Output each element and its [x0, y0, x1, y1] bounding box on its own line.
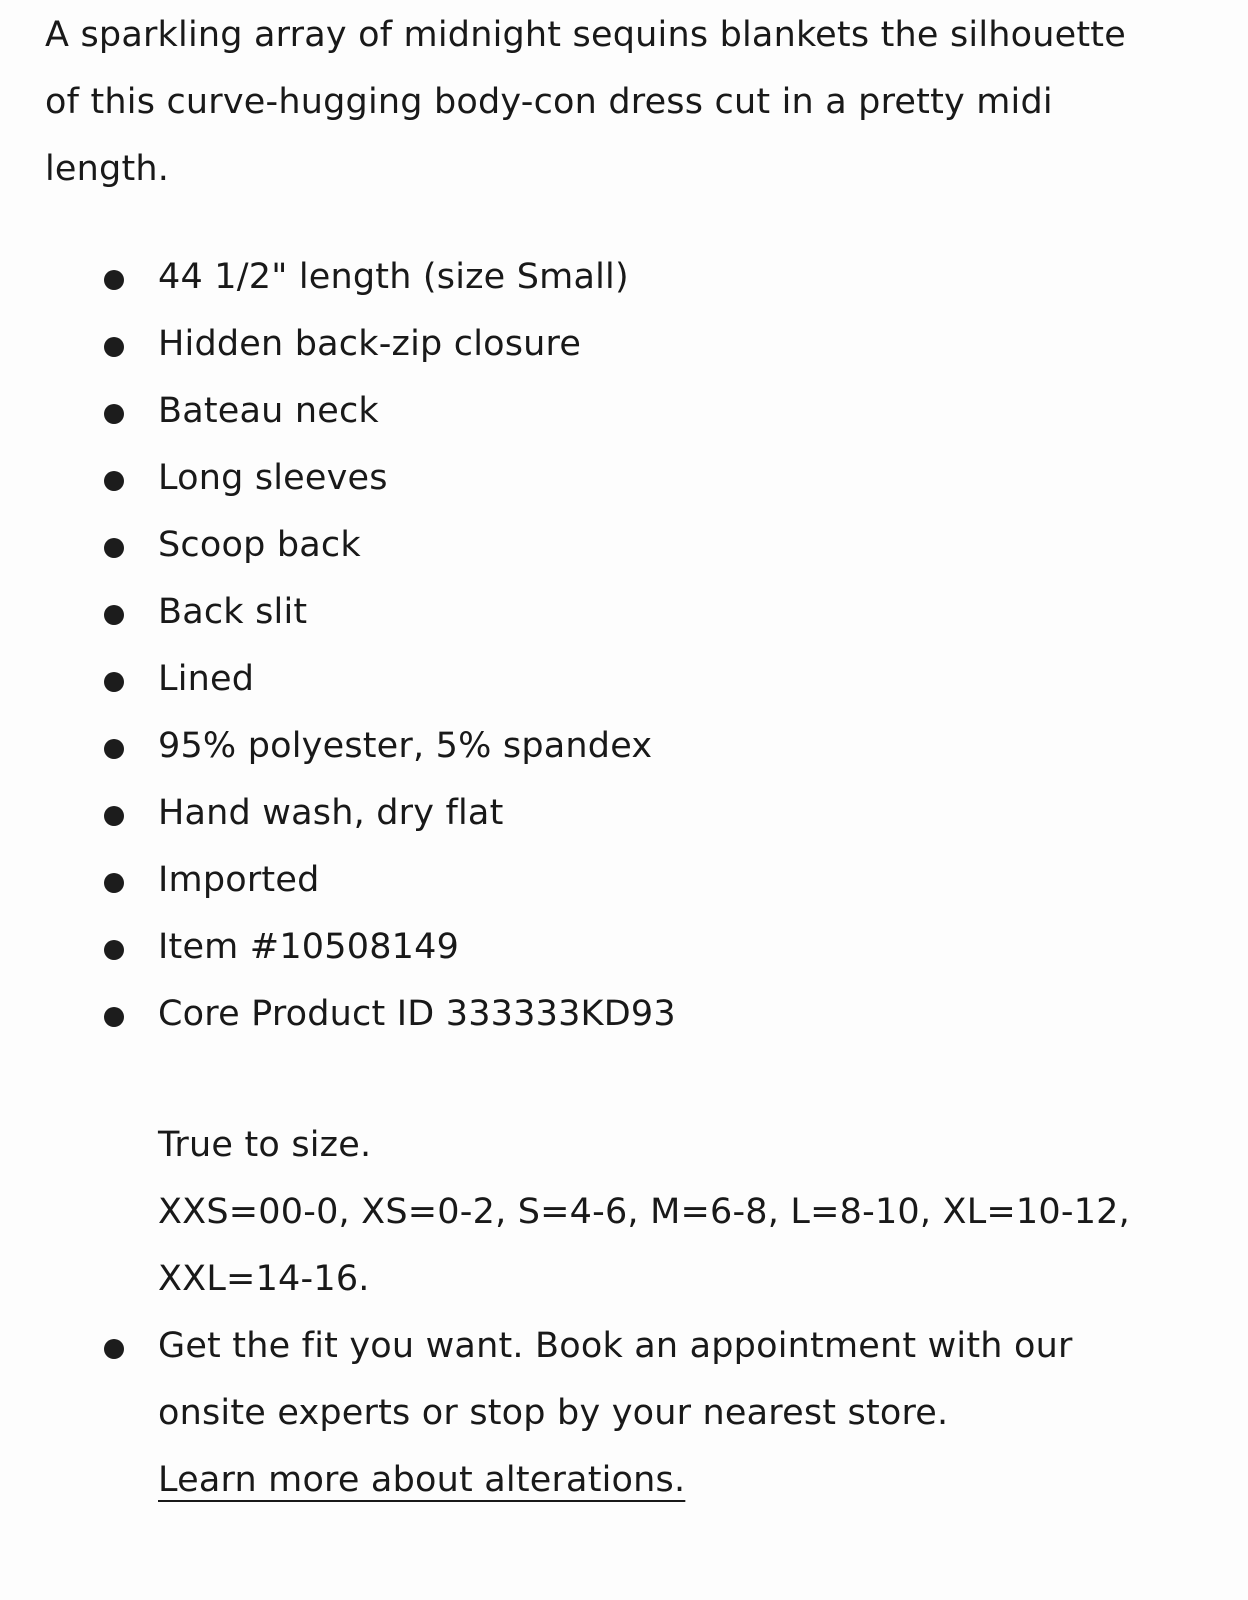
alterations-item — [0, 1313, 1248, 1533]
feature-text: Hidden back-zip closure — [158, 324, 582, 364]
bullet-icon — [104, 605, 124, 625]
list-item — [0, 981, 1248, 1048]
feature-text: Imported — [158, 860, 320, 900]
feature-text: Hand wash, dry flat — [158, 793, 504, 833]
list-item — [0, 713, 1248, 780]
list-item — [0, 378, 1248, 445]
alterations-link[interactable]: Learn more about alterations. — [158, 1460, 686, 1500]
feature-text: 95% polyester, 5% spandex — [158, 726, 653, 766]
list-item — [0, 646, 1248, 713]
item-number: Item #10508149 — [158, 927, 460, 967]
bullet-icon — [104, 739, 124, 759]
list-item — [0, 914, 1248, 981]
feature-text: Back slit — [158, 592, 308, 632]
core-product-id: Core Product ID 333333KD93 — [158, 994, 676, 1034]
true-to-size-text: True to size. — [158, 1125, 372, 1165]
bullet-icon — [104, 806, 124, 826]
list-item — [0, 847, 1248, 914]
list-item — [0, 780, 1248, 847]
list-item — [0, 311, 1248, 378]
list-item — [0, 579, 1248, 646]
list-item — [0, 512, 1248, 579]
bullet-icon — [104, 1007, 124, 1027]
list-item — [0, 445, 1248, 512]
bullet-icon — [104, 471, 124, 491]
feature-text: Bateau neck — [158, 391, 379, 431]
bullet-icon — [104, 873, 124, 893]
feature-text: Long sleeves — [158, 458, 388, 498]
feature-text: Scoop back — [158, 525, 361, 565]
product-description: A sparkling array of midnight sequins blankets the silhouette of this curve-hugging body-con dress cut in a pretty midi length. — [45, 15, 1126, 189]
bullet-icon — [104, 538, 124, 558]
feature-text: Lined — [158, 659, 255, 699]
bullet-icon — [104, 1339, 124, 1359]
alterations-text-block — [158, 1313, 1168, 1514]
bullet-icon — [104, 940, 124, 960]
bullet-icon — [104, 337, 124, 357]
feature-list — [0, 244, 1248, 1048]
list-item — [0, 244, 1248, 311]
feature-text: 44 1/2" length (size Small) — [158, 257, 629, 297]
alterations-text: Get the fit you want. Book an appointment with our onsite experts or stop by your nearest store. — [158, 1326, 1073, 1433]
bullet-icon — [104, 672, 124, 692]
bullet-icon — [104, 270, 124, 290]
fit-info — [158, 1112, 1168, 1313]
size-chart-text: XXS=00-0, XS=0-2, S=4-6, M=6-8, L=8-10, XL=10-12, XXL=14-16. — [158, 1192, 1130, 1299]
bullet-icon — [104, 404, 124, 424]
